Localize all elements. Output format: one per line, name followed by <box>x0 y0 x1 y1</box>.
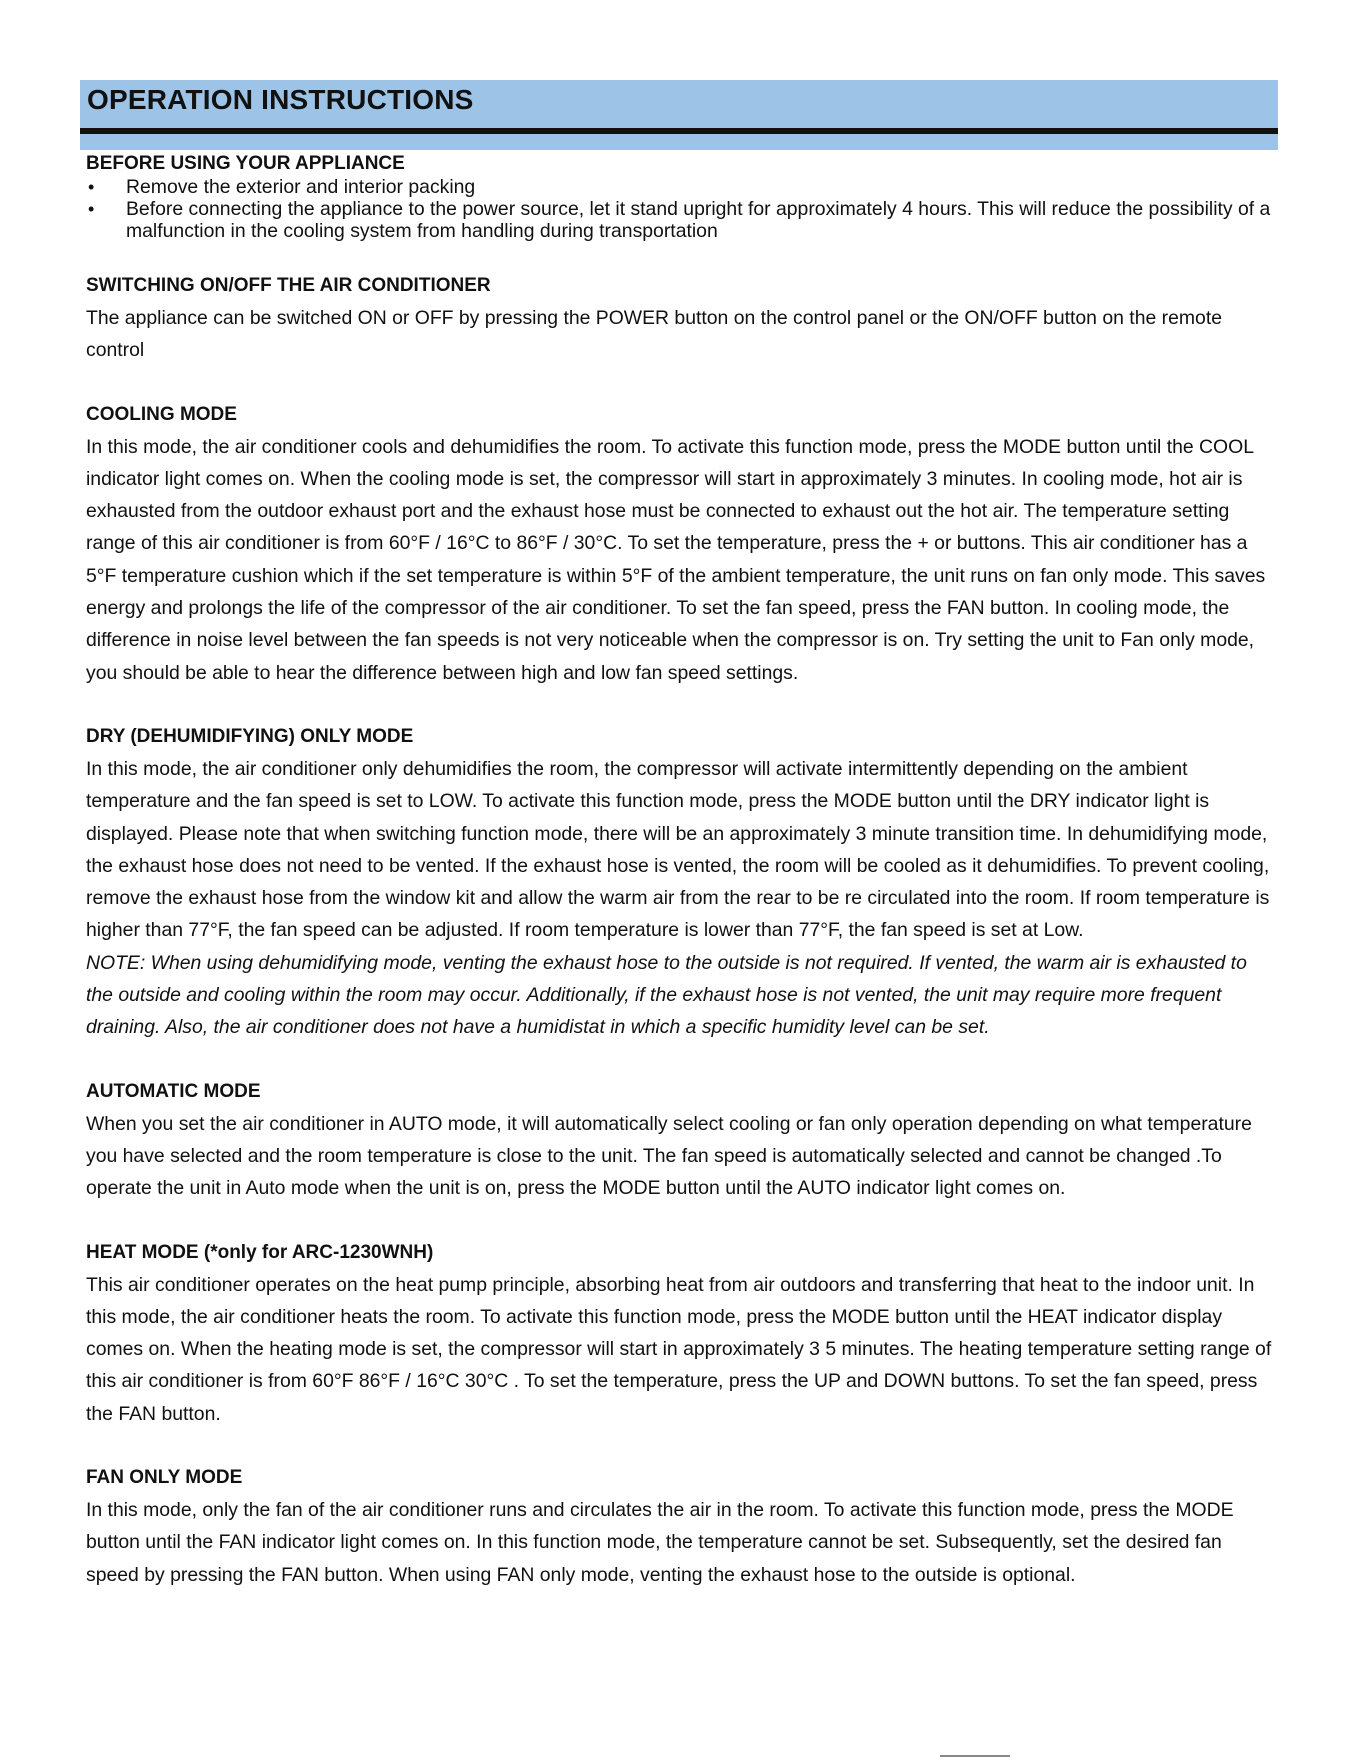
page-title: OPERATION INSTRUCTIONS <box>87 84 474 115</box>
section-body: In this mode, only the fan of the air conditioner runs and circulates the air in the room. To activate this function mode, press the MODE button until the FAN indicator light comes on. In this function mode, the temperature cannot be set. Subsequently, set the desired fan speed by pressing the FAN button. When using FAN only mode, venting the exhaust hose to the outside is optional. <box>86 1499 1234 1586</box>
section-heading: DRY (DEHUMIDIFYING) ONLY MODE <box>86 725 414 747</box>
section-fan-only-mode <box>86 1462 1274 1591</box>
list-item-text: Before connecting the appliance to the power source, let it stand upright for approximately 4 hours. This will reduce the possibility of a malfunction in the cooling system from handling during transportation <box>126 198 1271 242</box>
header-underband <box>80 134 1278 150</box>
section-body: When you set the air conditioner in AUTO mode, it will automatically select cooling or fan only operation depending on what temperature you have selected and the room temperature is close to the unit. The fan speed is automatically selected and cannot be changed .To operate the unit in Auto mode when the unit is on, press the MODE button until the AUTO indicator light comes on. <box>86 1112 1252 1200</box>
footer-divider <box>940 1755 1010 1757</box>
section-switching <box>86 270 1274 367</box>
bullet-icon: • <box>88 177 95 197</box>
section-heading: FAN ONLY MODE <box>86 1467 243 1489</box>
bullet-icon: • <box>88 199 95 219</box>
section-body: The appliance can be switched ON or OFF by pressing the POWER button on the control panel or the ON/OFF button on the remote control <box>86 307 1222 362</box>
list-item-text: Remove the exterior and interior packing <box>126 176 476 198</box>
section-heading: AUTOMATIC MODE <box>86 1080 261 1102</box>
section-before-using <box>86 152 1274 242</box>
instructions-body <box>86 152 1274 1623</box>
section-cooling-mode <box>86 399 1274 689</box>
list-item <box>86 176 1274 198</box>
section-heading: BEFORE USING YOUR APPLIANCE <box>86 153 405 174</box>
section-body: In this mode, the air conditioner only dehumidifies the room, the compressor will activate intermittently depending on the ambient temperature and the fan speed is set to LOW. To activate this function mode, press the MODE button until the DRY indicator light is displayed. Please note that when switching function mode, there will be an approximately 3 minute transition time. In dehumidifying mode, the exhaust hose does not need to be vented. If the exhaust hose is vented, the room will be cooled as it dehumidifies. To prevent cooling, remove the exhaust hose from the window kit and allow the warm air from the rear to be re circulated into the room. If room temperature is higher than 77°F, the fan speed can be adjusted. If room temperature is lower than 77°F, the fan speed is set at Low. <box>86 757 1270 942</box>
section-note: NOTE: When using dehumidifying mode, venting the exhaust hose to the outside is not required. If vented, the warm air is exhausted to the outside and cooling within the room may occur. Additionally, if the exhaust hose is not vented, the unit may require more frequent draining. Also, the air conditioner does not have a humidistat in which a specific humidity level can be set. <box>86 951 1247 1039</box>
section-body: This air conditioner operates on the heat pump principle, absorbing heat from air outdoors and transferring that heat to the indoor unit. In this mode, the air conditioner heats the room. To activate this function mode, press the MODE button until the HEAT indicator display comes on. When the heating mode is set, the compressor will start in approximately 3 5 minutes. The heating temperature setting range of this air conditioner is from 60°F 86°F / 16°C 30°C . To set the temperature, press the UP and DOWN buttons. To set the fan speed, press the FAN button. <box>86 1273 1272 1425</box>
bullet-list <box>86 176 1274 242</box>
section-heat-mode <box>86 1237 1274 1430</box>
section-heading: SWITCHING ON/OFF THE AIR CONDITIONER <box>86 275 491 296</box>
section-body: In this mode, the air conditioner cools and dehumidifies the room. To activate this function mode, press the MODE button until the COOL indicator light comes on. When the cooling mode is set, the compressor will start in approximately 3 minutes. In cooling mode, hot air is exhausted from the outdoor exhaust port and the exhaust hose must be connected to exhaust out the hot air. The temperature setting range of this air conditioner is from 60°F / 16°C to 86°F / 30°C. To set the temperature, press the + or buttons. This air conditioner has a 5°F temperature cushion which if the set temperature is within 5°F of the ambient temperature, the unit runs on fan only mode. This saves energy and prolongs the life of the compressor of the air conditioner. To set the fan speed, press the FAN button. In cooling mode, the difference in noise level between the fan speeds is not very noticeable when the compressor is on. Try setting the unit to Fan only mode, you should be able to hear the difference between high and low fan speed settings. <box>86 435 1266 684</box>
section-heading: COOLING MODE <box>86 403 237 425</box>
section-automatic-mode <box>86 1076 1274 1205</box>
list-item <box>86 198 1274 242</box>
section-heading: HEAT MODE (*only for ARC-1230WNH) <box>86 1241 434 1263</box>
page-header <box>80 80 1278 130</box>
section-dry-mode <box>86 721 1274 1044</box>
